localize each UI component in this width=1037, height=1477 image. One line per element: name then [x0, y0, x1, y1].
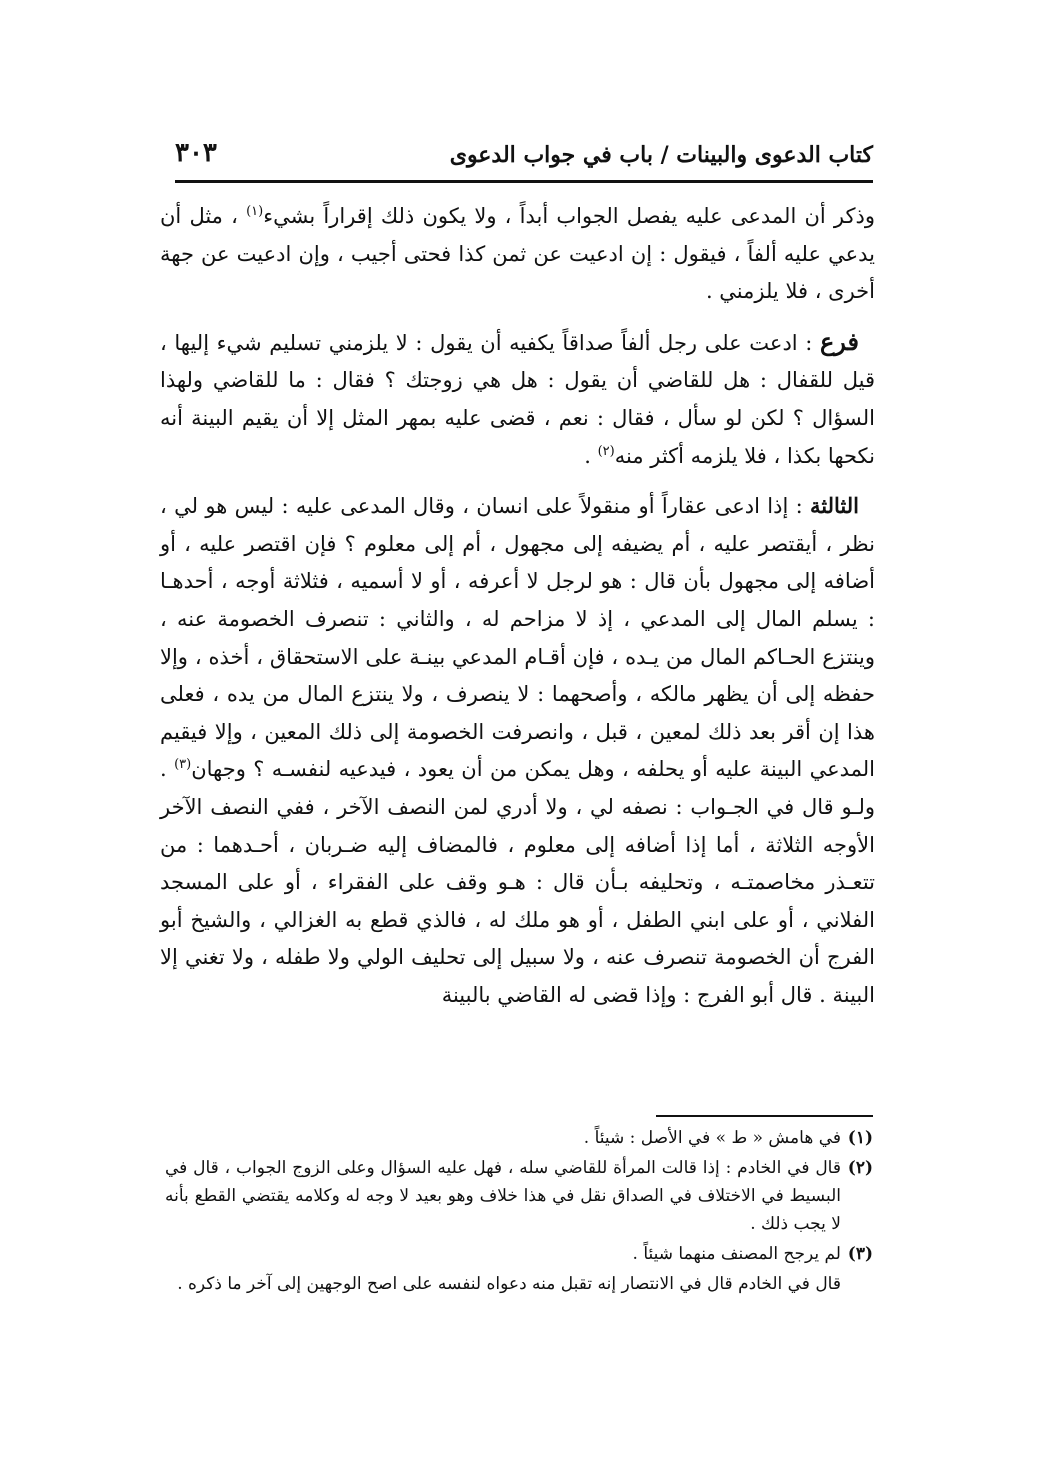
- footnote-number: (٣): [847, 1244, 873, 1264]
- footnote-3: [165, 1240, 873, 1268]
- page-number: ٣٠٣: [175, 138, 217, 168]
- chapter-title: كتاب الدعوى والبينات / باب في جواب الدعوى: [449, 142, 873, 168]
- paragraph-2: فرع : ادعت على رجل ألفاً صداقاً يكفيه أن يقول : لا يلزمني تسليم شيء إليها ، قيل للقفال : هل للقاضي أن يقول : هل هي زوجتك ؟ فقال : ما للقاضي ولهذا السؤال ؟ لكن لو سأل ، فقال : نعم ، قضى عليه بمهر المثل إلا أن يقيم البينة أنه نكحها بكذا ، فلا يلزمه أكثر منه$^{(٢)}$ .: [160, 326, 875, 468]
- footnote-continuation: قال في الخادم قال في الانتصار إنه تقبل منه دعواه لنفسه على اصح الوجهين إلى آخر ما ذكره .: [177, 1274, 841, 1294]
- footnote-number: (١): [847, 1128, 873, 1148]
- footnote-text: قال في الخادم : إذا قالت المرأة للقاضي سله ، فهل عليه السؤال وعلى الزوج الجواب ، قال في البسيط في الاختلاف في الصداق نقل في هذا خلاف وهو بعيد لا وجه له وكلامه يقتضي القطع بأنه لا يجب ذلك .: [165, 1158, 841, 1234]
- header-divider: [175, 180, 873, 183]
- running-header: [175, 138, 873, 178]
- main-text: [160, 198, 875, 1026]
- footnote-ref-2: (٢): [597, 443, 615, 459]
- footnote-ref-1: (١): [246, 204, 264, 219]
- paragraph-1: وذكر أن المدعى عليه يفصل الجواب أبداً ، ولا يكون ذلك إقراراً بشيء$^{(١)}$ ، مثل أن يدعي عليه ألفاً ، فيقول : إن ادعيت عن ثمن كذا فحتى أجيب ، وإن ادعيت عن جهة أخرى ، فلا يلزمني .: [160, 204, 875, 304]
- footnote-2: [165, 1154, 873, 1238]
- footnote-1: [165, 1124, 873, 1152]
- footnote-number: (٢): [847, 1158, 873, 1178]
- footnote-divider: [656, 1115, 873, 1117]
- footnote-text: لم يرجح المصنف منهما شيئاً .: [632, 1244, 841, 1264]
- footnote-ref-3: (٣): [174, 757, 192, 773]
- paragraph-lead: فرع: [819, 326, 859, 356]
- paragraph-3: الثالثة : إذا ادعى عقاراً أو منقولاً على انسان ، وقال المدعى عليه : ليس هو لي ، نظر ، أيقتصر عليه ، أم يضيفه إلى مجهول ، أم إلى معلوم ؟ فإن اقتصر عليه ، أو أضافه إلى مجهول بأن قال : هو لرجل لا أعرفه ، أو لا أسميه ، فثلاثة أوجه ، أحدهـا : يسلم المال إلى المدعي ، إذ لا مزاحم له ، والثاني : تنصرف الخصومة عنه ، وينتزع الحـاكم المال من يـده ، فإن أقـام المدعي بينـة على الاستحقاق ، أخذه ، وإلا حفظه إلى أن يظهر مالكه ، وأصحهما : لا ينصرف ، ولا ينتزع المال من يده ، فعلى هذا إن أقر بعد ذلك لمعين ، قبل ، وانصرفت الخصومة إلى ذلك المعين ، وإلا فيقيم المدعي البينة عليه أو يحلفه ، وهل يمكن من أن يعود ، فيدعيه لنفسـه ؟ وجهان$^{(٣)}$ . ولـو قال في الجـواب : نصفه لي ، ولا أدري لمن النصف الآخر ، ففي النصف الآخر الأوجه الثلاثة ، أما إذا أضافه إلى معلوم ، فالمضاف إليه ضـربان ، أحـدهما : من تتعـذر مخاصمتـه ، وتحليفه بـأن قال : هـو وقف على الفقراء ، أو على المسجد الفلاني ، أو على ابني الطفل ، أو هو ملك له ، فالذي قطع به الغزالي ، والشيخ أبو الفرج أن الخصومة تنصرف عنه ، ولا سبيل إلى تحليف الولي ولا طفله ، ولا تغني إلا البينة . قال أبو الفرج : وإذا قضى له القاضي بالبينة: [160, 493, 875, 1007]
- paragraph-lead: الثالثة: [810, 493, 859, 519]
- footnotes: [165, 1124, 873, 1298]
- footnote-text: في هامش « ط » في الأصل : شيئاً .: [583, 1128, 841, 1148]
